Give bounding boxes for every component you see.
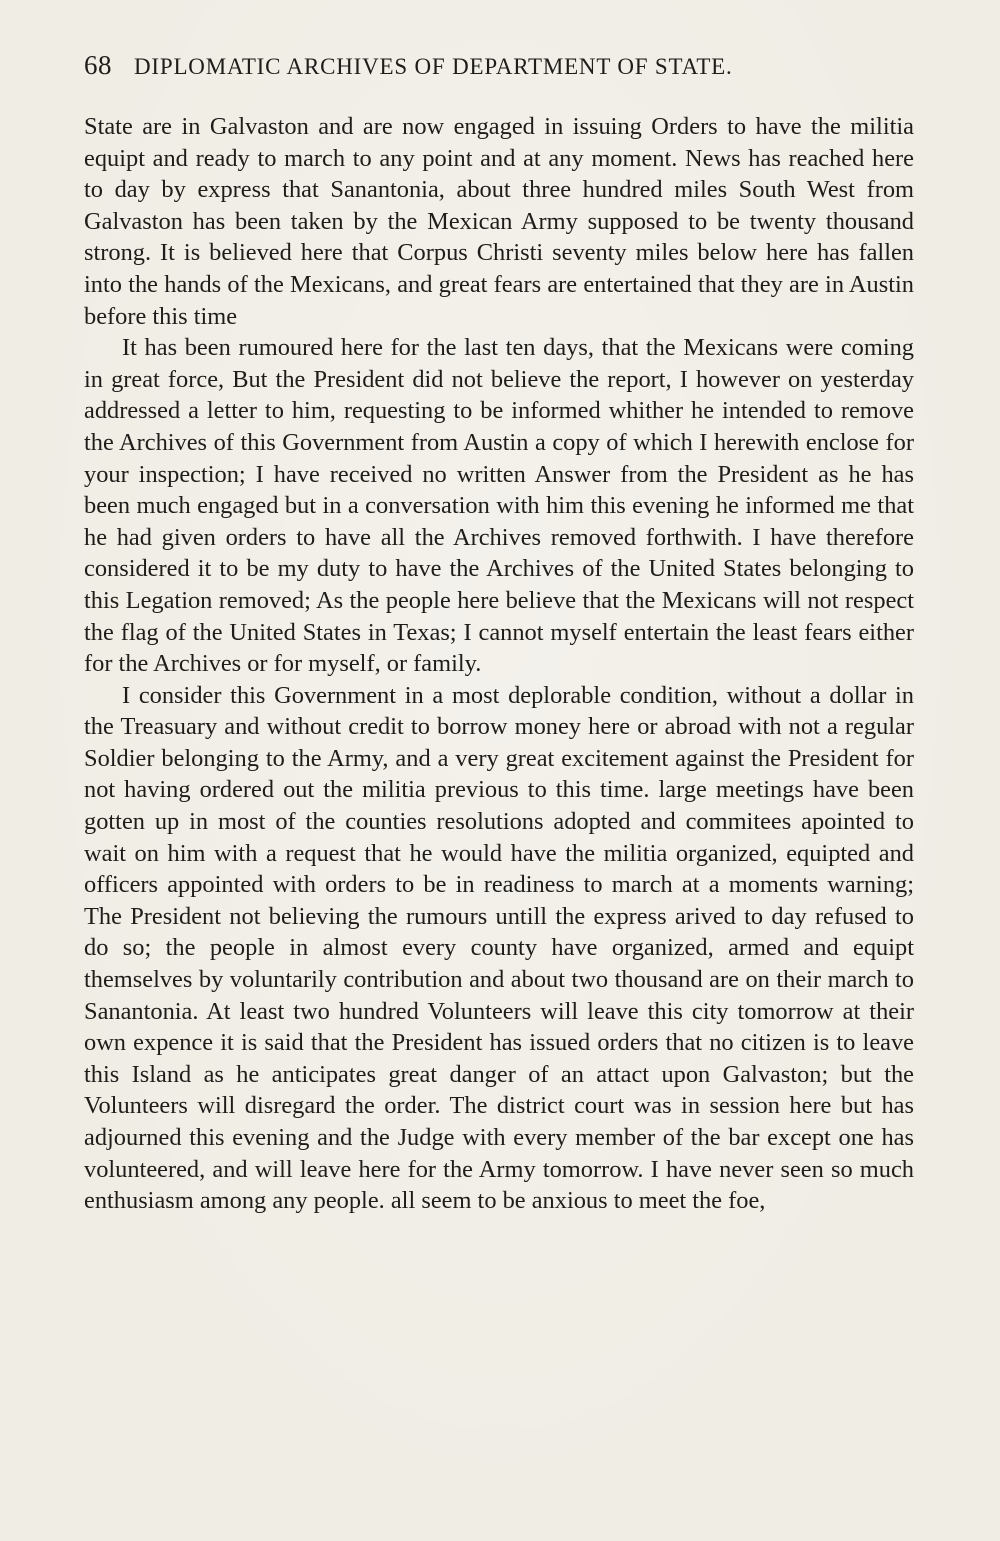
paragraph-government-condition: I consider this Government in a most deplorable condition, without a dollar in the Treasuary and without credit to borrow money here or abroad with not a regular Soldier belonging to the Army, and a very great excitement against the President for not having ordered out the militia previous to this time. large meetings have been gotten up in most of the counties resolutions adopted and commitees apointed to wait on him with a request that he would have the militia organized, equipted and officers appointed with orders to be in readiness to march at a moments warning; The President not believing the rumours untill the express arived to day refused to do so; the people in almost every county have organized, armed and equipt themselves by voluntarily contribution and about two thousand are on their march to Sanantonia. At least two hundred Volunteers will leave this city tomorrow at their own expence it is said that the President has issued orders that no citizen is to leave this Island as he anticipates great danger of an attact upon Galvaston; but the Volunteers will disregard the order. The district court was in session here but has adjourned this evening and the Judge with every member of the bar except one has volunteered, and will leave here for the Army tomorrow. I have never seen so much enthusiasm among any people. all seem to be anxious to meet the foe,: [84, 681, 914, 1215]
running-title: DIPLOMATIC ARCHIVES OF DEPARTMENT OF STATE.: [134, 54, 733, 79]
body-text: [84, 111, 914, 1217]
running-header: [84, 50, 914, 84]
paragraph-rumours: It has been rumoured here for the last ten days, that the Mexicans were coming in great force, But the President did not believe the report, I however on yesterday addressed a letter to him, requesting to be informed whither he intended to remove the Archives of this Government from Austin a copy of which I herewith enclose for your inspection; I have received no written Answer from the President as he has been much engaged but in a conversation with him this evening he informed me that he had given orders to have all the Archives removed forthwith. I have therefore considered it to be my duty to have the Archives of the United States belonging to this Legation removed; As the people here believe that the Mexicans will not respect the flag of the United States in Texas; I cannot myself entertain the least fears either for the Archives or for myself, or family.: [84, 334, 914, 678]
page-number: 68: [84, 50, 112, 80]
paragraph-continued: State are in Galvaston and are now engaged in issuing Orders to have the militia equipt and ready to march to any point and at any moment. News has reached here to day by express that Sanantonia, about three hundred miles South West from Galvaston has been taken by the Mexican Army supposed to be twenty thousand strong. It is believed here that Corpus Christi seventy miles below here has fallen into the hands of the Mexicans, and great fears are entertained that they are in Austin before this time: [84, 113, 914, 330]
